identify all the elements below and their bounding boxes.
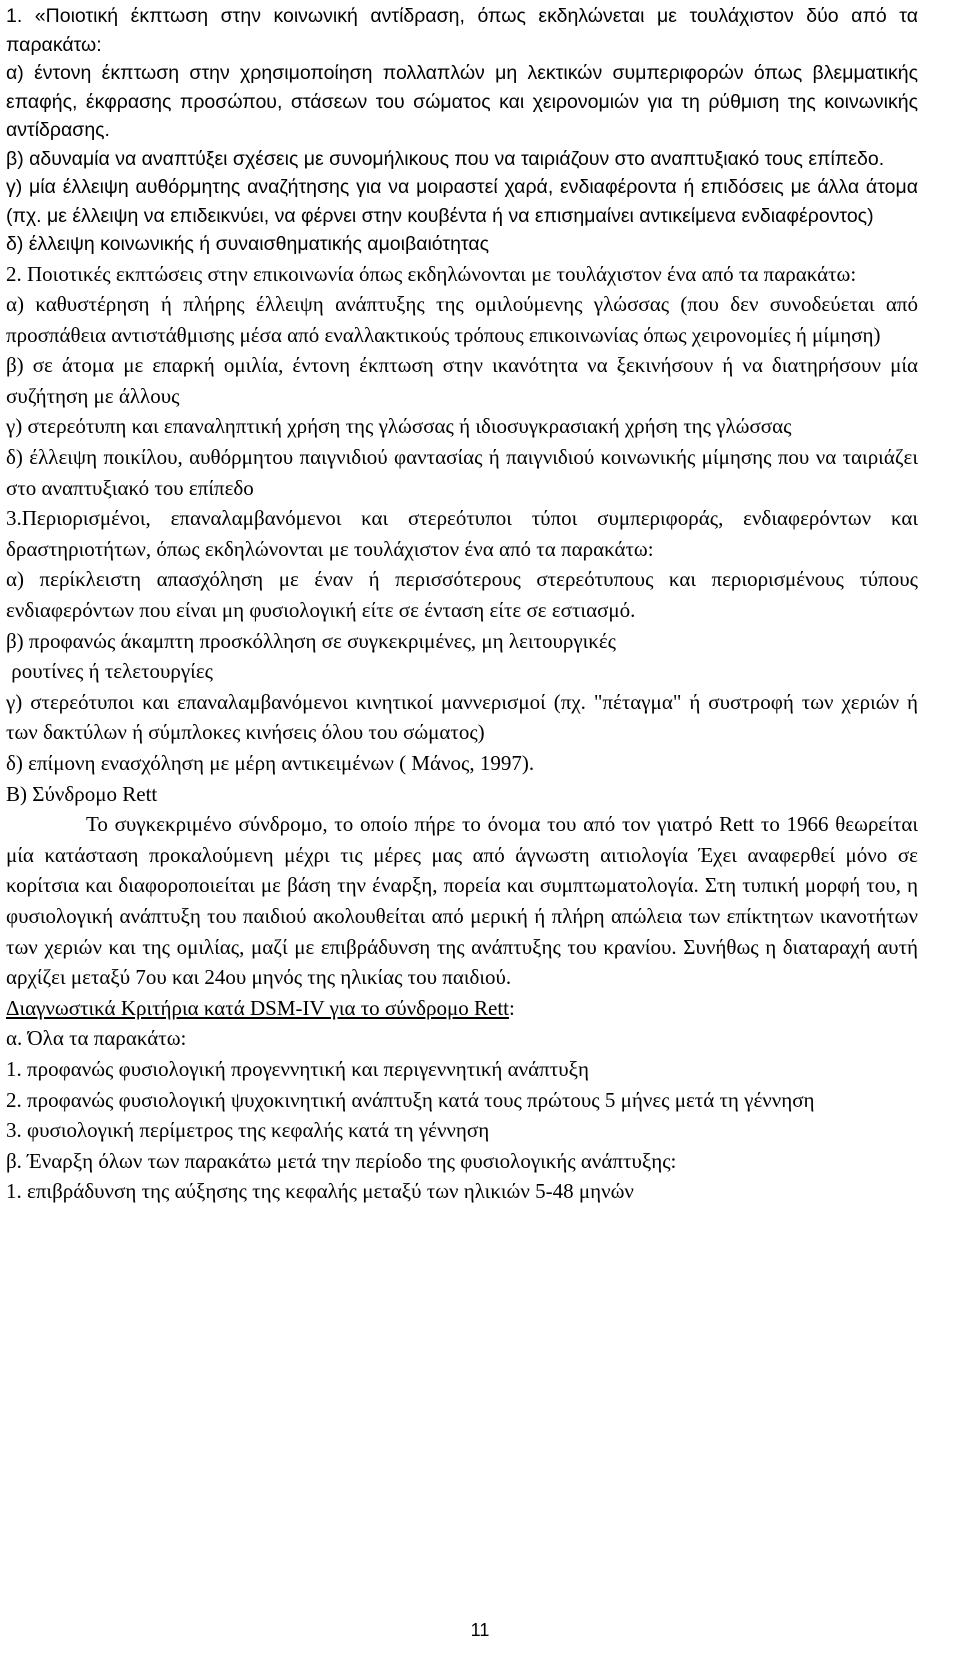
rett-criterion-a3: 3. φυσιολογική περίμετρος της κεφαλής κατά τη γέννηση	[6, 1118, 490, 1143]
criterion-1d: δ) έλλειψη κοινωνικής ή συναισθηματικής αμοιβαιότητας	[6, 233, 490, 255]
rett-description: Το συγκεκριμένο σύνδρομο, το οποίο πήρε το όνομα του από τον γιατρό Rett το 1966 θεωρείται μία κατάσταση προκαλούμενη μέχρι τις μέρες μας από άγνωστη αιτιολογία Έχει αναφερθεί μόνο σε κορίτσια και διαφοροποιείται με βάση την έναρξη, πορεία και συμπτωματολογία. Στη τυπική μορφή του, η φυσιολογική ανάπτυξη του παιδιού ακολουθείται από μερική ή πλήρη απώλεια των επίκτητων ικανοτήτων των χεριών και της ομιλίας, μαζί με επιβράδυνση της ανάπτυξης του κρανίου. Συνήθως η διαταραχή αυτή αρχίζει μεταξύ 7ου και 24ου μηνός της ηλικίας του παιδιού.	[6, 812, 918, 990]
section-heading-rett: Β) Σύνδρομο Rett	[6, 781, 158, 806]
criterion-1b: β) αδυναμία να αναπτύξει σχέσεις με συνομήλικους που να ταιριάζουν στο αναπτυξιακό τους επίπεδο.	[6, 147, 885, 170]
criterion-1-intro: 1. «Ποιοτική έκπτωση στην κοινωνική αντίδραση, όπως εκδηλώνεται με τουλάχιστον δύο από τα παρακάτω:	[6, 5, 918, 56]
criterion-3d: δ) επίμονη ενασχόληση με μέρη αντικειμένων ( Μάνος, 1997).	[6, 751, 535, 775]
rett-criterion-b: β. Έναρξη όλων των παρακάτω μετά την περίοδο της φυσιολογικής ανάπτυξης:	[6, 1148, 677, 1173]
criterion-3-intro: 3.Περιορισμένοι, επαναλαμβανόμενοι και στερεότυποι τύποι συμπεριφοράς, ενδιαφερόντων και δραστηριοτήτων, όπως εκδηλώνονται με τουλάχιστον ένα από τα παρακάτω:	[6, 506, 918, 561]
rett-criterion-a: α. Όλα τα παρακάτω:	[6, 1026, 187, 1051]
criterion-2b: β) σε άτομα με επαρκή ομιλία, έντονη έκπτωση στην ικανότητα να ξεκινήσουν ή να διατηρήσουν μία συζήτηση με άλλους	[6, 353, 918, 408]
communication-behavior-criteria	[6, 259, 918, 1207]
criterion-3b-line1: β) προφανώς άκαμπτη προσκόλληση σε συγκεκριμένες, μη λειτουργικές	[6, 628, 616, 653]
criterion-2d: δ) έλλειψη ποικίλου, αυθόρμητου παιγνιδιού φαντασίας ή παιγνιδιού κοινωνικής μίμησης που να ταιριάζει στο αναπτυξιακό του επίπεδο	[6, 445, 918, 500]
criterion-2a: α) καθυστέρηση ή πλήρης έλλειψη ανάπτυξης της ομιλούμενης γλώσσας (που δεν συνοδεύεται από προσπάθεια αντιστάθμισης μέσα από εναλλακτικούς τρόπους επικοινωνίας όπως χειρονομίες ή μίμηση)	[6, 292, 918, 347]
criterion-1c: γ) μία έλλειψη αυθόρμητης αναζήτησης για να μοιραστεί χαρά, ενδιαφέροντα ή επιδόσεις με άλλα άτομα (πχ. με έλλειψη να επιδεικνύει, να φέρνει στην κουβέντα ή να επισημαίνει αντικείμενα ενδιαφέροντος)	[6, 176, 918, 227]
criterion-3c: γ) στερεότυποι και επαναλαμβανόμενοι κινητικοί μαννερισμοί (πχ. "πέταγμα" ή συστροφή των χεριών ή των δακτύλων ή σύμπλοκες κινήσεις όλου του σώματος)	[6, 689, 918, 745]
rett-criterion-a1: 1. προφανώς φυσιολογική προγεννητική και περιγεννητική ανάπτυξη	[6, 1056, 589, 1081]
rett-criterion-b1: 1. επιβράδυνση της αύξησης της κεφαλής μεταξύ των ηλικιών 5-48 μηνών	[6, 1179, 634, 1204]
dsm-heading-text: Διαγνωστικά Κριτήρια κατά DSM-IV για το σύνδρομο Rett	[6, 995, 510, 1020]
page-number: 11	[470, 1620, 490, 1640]
criterion-3b-line2: ρουτίνες ή τελετουργίες	[6, 659, 213, 684]
rett-criterion-a2: 2. προφανώς φυσιολογική ψυχοκινητική ανάπτυξη κατά τους πρώτους 5 μήνες μετά τη γέννηση	[6, 1087, 815, 1112]
criterion-1a: α) έντονη έκπτωση στην χρησιμοποίηση πολλαπλών μη λεκτικών συμπεριφορών όπως βλεμματικής επαφής, έκφρασης προσώπου, στάσεων του σώματος και χειρονομιών για τη ρύθμιση της κοινωνικής αντίδρασης.	[6, 62, 918, 141]
social-interaction-criteria	[6, 2, 918, 259]
criterion-2-intro: 2. Ποιοτικές εκπτώσεις στην επικοινωνία όπως εκδηλώνονται με τουλάχιστον ένα από τα παρακάτω:	[6, 261, 857, 286]
dsm-heading	[6, 993, 918, 1024]
dsm-heading-colon: :	[509, 995, 515, 1020]
criterion-3a: α) περίκλειστη απασχόληση με έναν ή περισσότερους στερεότυπους και περιορισμένους τύπους ενδιαφερόντων που είναι μη φυσιολογική είτε σε ένταση είτε σε εστιασμό.	[6, 567, 918, 623]
criterion-2c: γ) στερεότυπη και επαναληπτική χρήση της γλώσσας ή ιδιοσυγκρασιακή χρήση της γλώσσας	[6, 414, 792, 439]
